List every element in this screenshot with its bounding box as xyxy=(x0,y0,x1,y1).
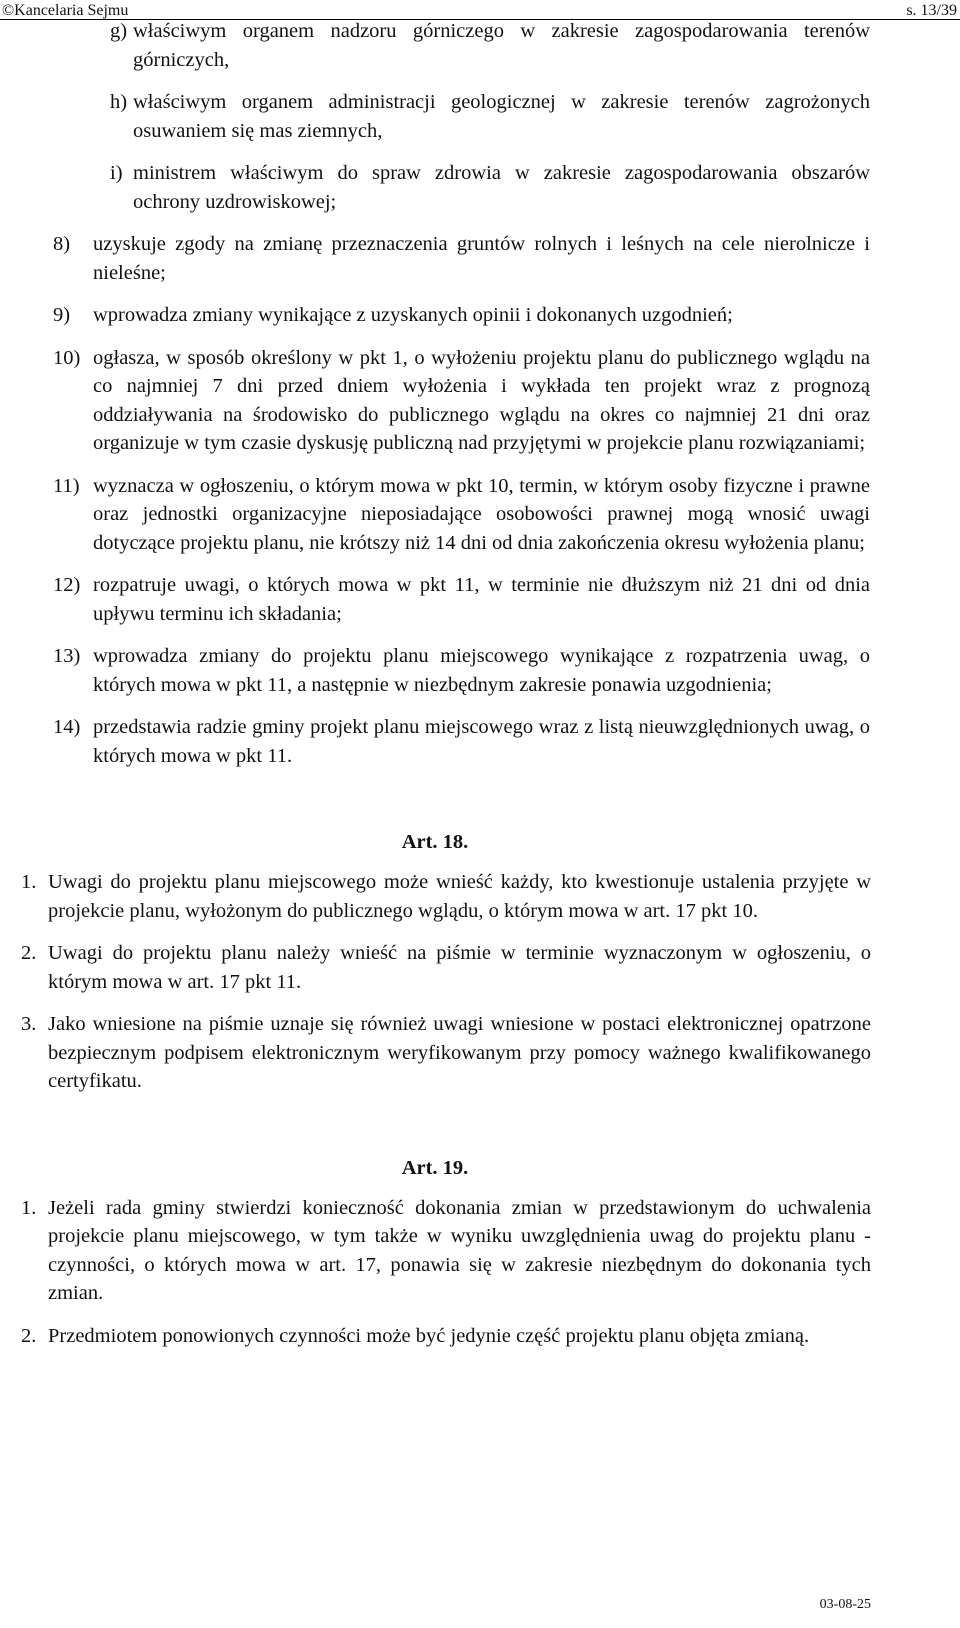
item-text: uzyskuje zgody na zmianę przeznaczenia gruntów rolnych i leśnych na cele nierolnicze i nieleśne; xyxy=(93,233,870,284)
list-item xyxy=(0,230,960,287)
paragraph-number: 1. xyxy=(21,1196,37,1219)
item-label: 13) xyxy=(53,645,81,667)
list-item xyxy=(0,344,960,458)
paragraph-text: Jako wniesione na piśmie uznaje się również uwagi wniesione w postaci elektronicznej opatrzone bezpiecznym podpisem elektronicznym weryfikowanym przy pomocy ważnego kwalifikowanego certyfikatu. xyxy=(48,1013,871,1092)
list-item xyxy=(0,301,960,330)
paragraph xyxy=(0,1194,960,1308)
paragraph-text: Przedmiotem ponowionych czynności może być jedynie część projektu planu objęta zmianą. xyxy=(48,1324,810,1347)
article-18-title: Art. 18. xyxy=(401,831,469,853)
list-item xyxy=(0,159,960,216)
item-text: ogłasza, w sposób określony w pkt 1, o wyłożeniu projektu planu do publicznego wglądu na co najmniej 7 dni przed dniem wyłożenia i wykłada ten projekt wraz z prognozą oddziaływania na środowisko do publicznego wglądu na okres co najmniej 21 dni oraz organizuje w tym czasie dyskusję publiczną nad przyjętymi w projekcie planu rozwiązaniami; xyxy=(93,346,870,454)
paragraph xyxy=(0,1010,960,1096)
header-source: ©Kancelaria Sejmu xyxy=(2,2,129,19)
item-text: wyznacza w ogłoszeniu, o którym mowa w pkt 10, termin, w którym osoby fizyczne i prawne oraz jednostki organizacyjne nieposiadające osobowości prawnej mogą wnosić uwagi dotyczące projektu planu, nie krótszy niż 14 dni od dnia zakończenia okresu wyłożenia planu; xyxy=(93,474,870,554)
item-label: 9) xyxy=(53,304,71,326)
item-label: 8) xyxy=(53,233,71,255)
list-item xyxy=(0,642,960,699)
paragraph xyxy=(0,868,960,925)
item-label: 11) xyxy=(53,474,80,497)
item-label: 10) xyxy=(53,346,81,369)
list-item xyxy=(0,713,960,770)
paragraph-number: 1. xyxy=(21,871,37,893)
paragraph-number: 2. xyxy=(21,1324,37,1347)
item-text: właściwym organem administracji geologicznej w zakresie terenów zagrożonych osuwaniem się mas ziemnych, xyxy=(133,91,870,142)
paragraph-text: Uwagi do projektu planu należy wnieść na piśmie w terminie wyznaczonym w ogłoszeniu, o którym mowa w art. 17 pkt 11. xyxy=(48,942,871,993)
paragraph-number: 3. xyxy=(21,1013,37,1035)
list-item xyxy=(0,88,960,145)
item-text: wprowadza zmiany wynikające z uzyskanych opinii i dokonanych uzgodnień; xyxy=(93,304,733,326)
item-label: h) xyxy=(110,91,128,113)
header-page-number: s. 13/39 xyxy=(906,2,957,19)
item-text: ministrem właściwym do spraw zdrowia w zakresie zagospodarowania obszarów ochrony uzdrowiskowej; xyxy=(133,162,870,213)
item-label: i) xyxy=(110,162,123,184)
list-item xyxy=(0,472,960,558)
article-19-title: Art. 19. xyxy=(401,1156,469,1179)
list-item xyxy=(0,571,960,628)
paragraph xyxy=(0,1322,960,1351)
footer-date: 03-08-25 xyxy=(819,1597,871,1612)
paragraph-text: Jeżeli rada gminy stwierdzi konieczność dokonania zmian w przedstawionym do uchwalenia projekcie planu miejscowego, w tym także w wyniku uwzględnienia uwag do projektu planu - czynności, o których mowa w art. 17, ponawia się w zakresie niezbędnym do dokonania tych zmian. xyxy=(48,1196,871,1304)
item-text: właściwym organem nadzoru górniczego w zakresie zagospodarowania terenów górniczych, xyxy=(133,20,870,71)
paragraph-number: 2. xyxy=(21,942,37,964)
document-body xyxy=(0,17,960,1364)
list-item xyxy=(0,17,960,74)
paragraph xyxy=(0,939,960,996)
item-text: rozpatruje uwagi, o których mowa w pkt 11, w terminie nie dłuższym niż 21 dni od dnia upływu terminu ich składania; xyxy=(93,574,870,625)
item-label: 12) xyxy=(53,574,81,596)
item-label: 14) xyxy=(53,716,81,738)
item-label: g) xyxy=(110,20,128,42)
item-text: przedstawia radzie gminy projekt planu miejscowego wraz z listą nieuwzględnionych uwag, o których mowa w pkt 11. xyxy=(93,716,870,767)
paragraph-text: Uwagi do projektu planu miejscowego może wnieść każdy, kto kwestionuje ustalenia przyjęte w projekcie planu, wyłożonym do publicznego wglądu, o którym mowa w art. 17 pkt 10. xyxy=(48,871,871,922)
item-text: wprowadza zmiany do projektu planu miejscowego wynikające z rozpatrzenia uwag, o których mowa w pkt 11, a następnie w niezbędnym zakresie ponawia uzgodnienia; xyxy=(93,645,870,696)
